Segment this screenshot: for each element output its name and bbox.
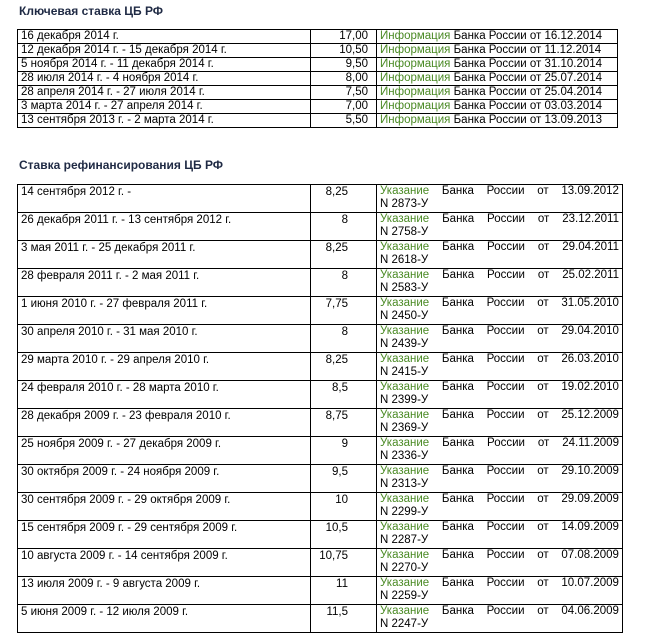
- directive-link[interactable]: Указание: [380, 325, 430, 337]
- source-cell: [377, 44, 618, 58]
- rate-cell: 8,75: [311, 409, 377, 437]
- refinancing-row: [18, 521, 623, 549]
- directive-cell: [377, 353, 623, 381]
- refinancing-row: [18, 297, 623, 325]
- info-link[interactable]: Информация: [380, 44, 451, 56]
- russia-word: России: [486, 465, 525, 477]
- info-link[interactable]: Информация: [380, 114, 451, 126]
- period-cell: 1 июня 2010 г. - 27 февраля 2011 г.: [18, 297, 311, 325]
- refinancing-rate-table: [17, 184, 623, 633]
- from-word: от: [537, 325, 549, 337]
- directive-number: N 2399-У: [380, 394, 429, 406]
- russia-word: России: [486, 605, 525, 617]
- directive-cell: [377, 549, 623, 577]
- period-cell: 10 августа 2009 г. - 14 сентября 2009 г.: [18, 549, 311, 577]
- directive-link[interactable]: Указание: [380, 521, 430, 533]
- rate-cell: 11,5: [311, 605, 377, 633]
- directive-number: N 2270-У: [380, 562, 429, 574]
- from-word: от: [537, 241, 550, 253]
- russia-word: России: [486, 521, 525, 533]
- rate-cell: 8,5: [311, 381, 377, 409]
- rate-cell: 8,00: [311, 72, 377, 86]
- refinancing-row: [18, 213, 623, 241]
- from-word: от: [537, 493, 549, 505]
- directive-date: 24.11.2009: [562, 437, 619, 449]
- from-word: от: [537, 409, 549, 421]
- bank-word: Банка: [441, 577, 474, 589]
- bank-word: Банка: [441, 325, 474, 337]
- directive-link[interactable]: Указание: [380, 241, 430, 253]
- directive-link[interactable]: Указание: [380, 549, 430, 561]
- russia-word: России: [486, 381, 525, 393]
- directive-link[interactable]: Указание: [380, 437, 430, 449]
- key-rate-row: [18, 114, 618, 128]
- directive-link[interactable]: Указание: [380, 213, 430, 225]
- refinancing-row: [18, 465, 623, 493]
- key-rate-row: [18, 72, 618, 86]
- period-cell: 28 июля 2014 г. - 4 ноября 2014 г.: [18, 72, 311, 86]
- directive-link[interactable]: Указание: [380, 577, 430, 589]
- period-cell: 26 декабря 2011 г. - 13 сентября 2012 г.: [18, 213, 311, 241]
- bank-word: Банка: [441, 521, 474, 533]
- refinancing-row: [18, 605, 623, 633]
- directive-date: 29.09.2009: [561, 493, 619, 505]
- directive-date: 31.05.2010: [561, 297, 619, 309]
- source-cell: [377, 72, 618, 86]
- source-text: Банка России от 31.10.2014: [453, 58, 603, 70]
- directive-date: 25.02.2011: [562, 269, 619, 281]
- from-word: от: [537, 437, 550, 449]
- period-cell: 5 июня 2009 г. - 12 июля 2009 г.: [18, 605, 311, 633]
- refinancing-row: [18, 185, 623, 213]
- rate-cell: 8: [311, 269, 377, 297]
- directive-link[interactable]: Указание: [380, 269, 430, 281]
- directive-date: 07.08.2009: [561, 549, 619, 561]
- key-rate-row: [18, 100, 618, 114]
- from-word: от: [537, 521, 549, 533]
- rate-cell: 7,50: [311, 86, 377, 100]
- source-text: Банка России от 25.04.2014: [453, 86, 603, 98]
- from-word: от: [537, 605, 549, 617]
- source-text: Банка России от 25.07.2014: [453, 72, 603, 84]
- rate-cell: 8: [311, 325, 377, 353]
- directive-number: N 2299-У: [380, 506, 429, 518]
- directive-link[interactable]: Указание: [380, 381, 430, 393]
- source-text: Банка России от 03.03.2014: [453, 100, 603, 112]
- russia-word: России: [486, 549, 525, 561]
- russia-word: России: [487, 241, 525, 253]
- refinancing-row: [18, 381, 623, 409]
- source-text: Банка России от 16.12.2014: [453, 30, 603, 42]
- refinancing-row: [18, 577, 623, 605]
- directive-link[interactable]: Указание: [380, 465, 430, 477]
- refinancing-row: [18, 325, 623, 353]
- directive-link[interactable]: Указание: [380, 353, 430, 365]
- rate-cell: 10: [311, 493, 377, 521]
- from-word: от: [537, 549, 549, 561]
- from-word: от: [537, 213, 550, 225]
- directive-link[interactable]: Указание: [380, 297, 430, 309]
- key-rate-row: [18, 44, 618, 58]
- directive-number: N 2439-У: [380, 338, 429, 350]
- source-cell: [377, 100, 618, 114]
- directive-cell: [377, 185, 623, 213]
- russia-word: России: [487, 437, 525, 449]
- directive-cell: [377, 605, 623, 633]
- period-cell: 28 декабря 2009 г. - 23 февраля 2010 г.: [18, 409, 311, 437]
- refinancing-row: [18, 493, 623, 521]
- russia-word: России: [486, 325, 525, 337]
- from-word: от: [537, 465, 549, 477]
- source-cell: [377, 30, 618, 44]
- rate-cell: 11: [311, 577, 377, 605]
- russia-word: России: [486, 493, 525, 505]
- directive-number: N 2873-У: [380, 198, 429, 210]
- rate-cell: 5,50: [311, 114, 377, 128]
- rate-cell: 8: [311, 213, 377, 241]
- period-cell: 25 ноября 2009 г. - 27 декабря 2009 г.: [18, 437, 311, 465]
- russia-word: России: [486, 297, 525, 309]
- refinancing-row: [18, 241, 623, 269]
- rate-cell: 7,75: [311, 297, 377, 325]
- period-cell: 30 сентября 2009 г. - 29 октября 2009 г.: [18, 493, 311, 521]
- bank-word: Банка: [441, 381, 474, 393]
- directive-date: 26.03.2010: [561, 353, 619, 365]
- from-word: от: [537, 577, 549, 589]
- directive-number: N 2618-У: [380, 254, 429, 266]
- period-cell: 29 марта 2010 г. - 29 апреля 2010 г.: [18, 353, 311, 381]
- directive-cell: [377, 325, 623, 353]
- bank-word: Банка: [442, 437, 475, 449]
- refinancing-row: [18, 549, 623, 577]
- rate-cell: 10,50: [311, 44, 377, 58]
- directive-number: N 2313-У: [380, 478, 429, 490]
- bank-word: Банка: [441, 493, 474, 505]
- directive-number: N 2287-У: [380, 534, 429, 546]
- refinancing-row: [18, 409, 623, 437]
- refinancing-rate-heading: Ставка рефинансирования ЦБ РФ: [19, 158, 224, 172]
- source-text: Банка России от 11.12.2014: [453, 44, 602, 56]
- rate-cell: 8,25: [311, 185, 377, 213]
- rate-cell: 10,5: [311, 521, 377, 549]
- directive-date: 19.02.2010: [561, 381, 619, 393]
- source-cell: [377, 86, 618, 100]
- rate-cell: 9: [311, 437, 377, 465]
- bank-word: Банка: [441, 297, 474, 309]
- directive-cell: [377, 465, 623, 493]
- directive-date: 23.12.2011: [562, 213, 619, 225]
- directive-number: N 2369-У: [380, 422, 429, 434]
- key-rate-row: [18, 58, 618, 72]
- period-cell: 3 мая 2011 г. - 25 декабря 2011 г.: [18, 241, 311, 269]
- directive-cell: [377, 409, 623, 437]
- directive-cell: [377, 381, 623, 409]
- key-rate-row: [18, 86, 618, 100]
- russia-word: России: [486, 577, 525, 589]
- period-cell: 28 февраля 2011 г. - 2 мая 2011 г.: [18, 269, 311, 297]
- rate-cell: 7,00: [311, 100, 377, 114]
- info-link[interactable]: Информация: [380, 58, 451, 70]
- directive-number: N 2583-У: [380, 282, 429, 294]
- bank-word: Банка: [441, 605, 474, 617]
- info-link[interactable]: Информация: [380, 86, 451, 98]
- rate-cell: 9,5: [311, 465, 377, 493]
- source-cell: [377, 114, 618, 128]
- period-cell: 15 сентября 2009 г. - 29 сентября 2009 г.: [18, 521, 311, 549]
- directive-date: 29.04.2011: [562, 241, 619, 253]
- from-word: от: [537, 381, 549, 393]
- refinancing-row: [18, 437, 623, 465]
- directive-cell: [377, 493, 623, 521]
- directive-date: 14.09.2009: [561, 521, 619, 533]
- period-cell: 13 июля 2009 г. - 9 августа 2009 г.: [18, 577, 311, 605]
- directive-date: 10.07.2009: [561, 577, 619, 589]
- russia-word: России: [487, 213, 525, 225]
- bank-word: Банка: [441, 185, 474, 197]
- rate-cell: 10,75: [311, 549, 377, 577]
- bank-word: Банка: [441, 465, 474, 477]
- info-link[interactable]: Информация: [380, 72, 451, 84]
- directive-link[interactable]: Указание: [380, 493, 430, 505]
- key-rate-table: [17, 29, 618, 128]
- directive-date: 13.09.2012: [561, 185, 619, 197]
- period-cell: 12 декабря 2014 г. - 15 декабря 2014 г.: [18, 44, 311, 58]
- directive-cell: [377, 297, 623, 325]
- directive-cell: [377, 437, 623, 465]
- russia-word: России: [487, 269, 525, 281]
- key-rate-heading: Ключевая ставка ЦБ РФ: [19, 4, 164, 18]
- directive-number: N 2247-У: [380, 618, 429, 630]
- directive-date: 25.12.2009: [561, 409, 619, 421]
- directive-number: N 2259-У: [380, 590, 429, 602]
- directive-cell: [377, 521, 623, 549]
- from-word: от: [537, 297, 549, 309]
- bank-word: Банка: [441, 353, 474, 365]
- from-word: от: [537, 269, 550, 281]
- source-cell: [377, 58, 618, 72]
- refinancing-row: [18, 353, 623, 381]
- bank-word: Банка: [442, 241, 475, 253]
- period-cell: 30 октября 2009 г. - 24 ноября 2009 г.: [18, 465, 311, 493]
- period-cell: 14 сентября 2012 г. -: [18, 185, 311, 213]
- directive-number: N 2450-У: [380, 310, 429, 322]
- directive-link[interactable]: Указание: [380, 409, 430, 421]
- rate-cell: 17,00: [311, 30, 377, 44]
- period-cell: 28 апреля 2014 г. - 27 июля 2014 г.: [18, 86, 311, 100]
- source-text: Банка России от 13.09.2013: [453, 114, 603, 126]
- directive-number: N 2758-У: [380, 226, 429, 238]
- bank-word: Банка: [442, 269, 475, 281]
- russia-word: России: [486, 409, 525, 421]
- info-link[interactable]: Информация: [380, 100, 451, 112]
- period-cell: 30 апреля 2010 г. - 31 мая 2010 г.: [18, 325, 311, 353]
- directive-date: 29.10.2009: [561, 465, 619, 477]
- directive-cell: [377, 213, 623, 241]
- period-cell: 3 марта 2014 г. - 27 апреля 2014 г.: [18, 100, 311, 114]
- period-cell: 24 февраля 2010 г. - 28 марта 2010 г.: [18, 381, 311, 409]
- directive-cell: [377, 241, 623, 269]
- refinancing-row: [18, 269, 623, 297]
- directive-number: N 2415-У: [380, 366, 429, 378]
- info-link[interactable]: Информация: [380, 30, 451, 42]
- key-rate-row: [18, 30, 618, 44]
- directive-date: 29.04.2010: [561, 325, 619, 337]
- from-word: от: [537, 353, 549, 365]
- directive-number: N 2336-У: [380, 450, 429, 462]
- bank-word: Банка: [441, 409, 474, 421]
- from-word: от: [537, 185, 549, 197]
- rate-cell: 9,50: [311, 58, 377, 72]
- period-cell: 16 декабря 2014 г.: [18, 30, 311, 44]
- directive-cell: [377, 577, 623, 605]
- period-cell: 13 сентября 2013 г. - 2 марта 2014 г.: [18, 114, 311, 128]
- directive-cell: [377, 269, 623, 297]
- russia-word: России: [486, 353, 525, 365]
- directive-link[interactable]: Указание: [380, 185, 430, 197]
- bank-word: Банка: [441, 549, 474, 561]
- period-cell: 5 ноября 2014 г. - 11 декабря 2014 г.: [18, 58, 311, 72]
- rate-cell: 8,25: [311, 353, 377, 381]
- russia-word: России: [486, 185, 525, 197]
- rate-cell: 8,25: [311, 241, 377, 269]
- directive-link[interactable]: Указание: [380, 605, 430, 617]
- directive-date: 04.06.2009: [561, 605, 619, 617]
- bank-word: Банка: [442, 213, 475, 225]
